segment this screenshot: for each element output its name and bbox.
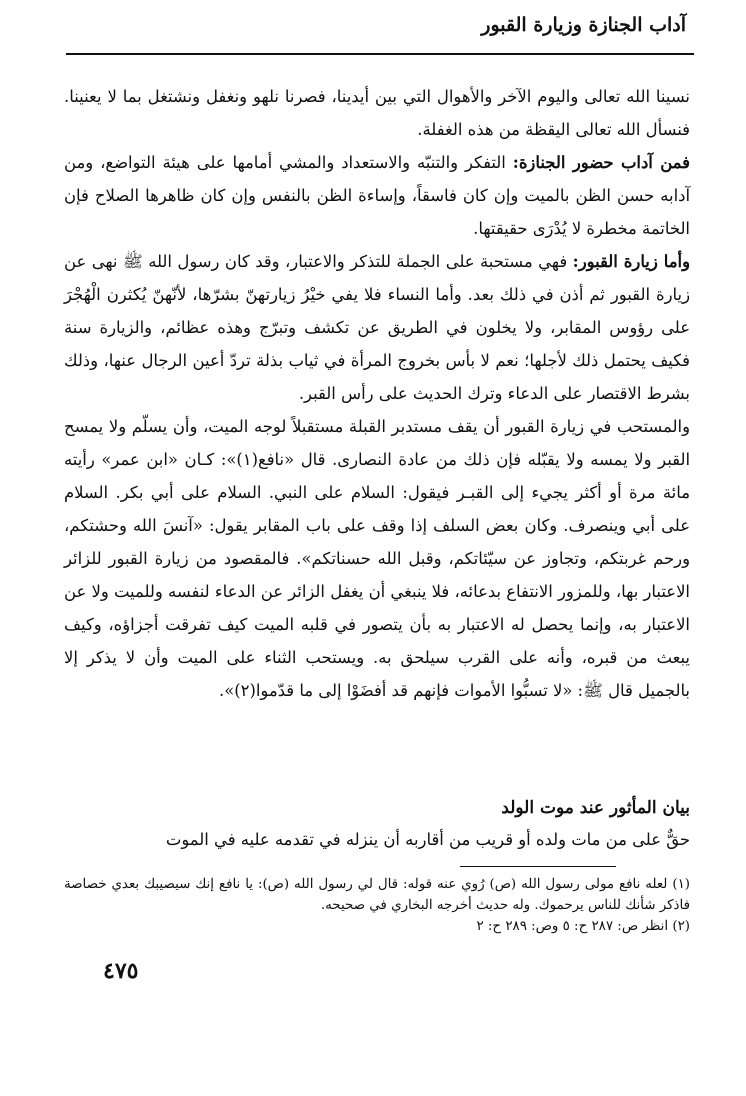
footnote-1: (١) لعله نافع مولى رسول الله (ص) رُوي عنه قوله: قال لي رسول الله (ص): يا نافع إنك سيصيبك بعدي خصاصة فاذكر شأنك للناس يرحموك. وله حديث أخرجه البخاري في صحيحه.	[64, 877, 690, 913]
page-number: ٤٧٥	[103, 958, 139, 984]
paragraph-4: والمستحب في زيارة القبور أن يقف مستدبر القبلة مستقبلاً لوجه الميت، وأن يسلّم ولا يمسح القبر ولا يمسه ولا يقبّله فإن ذلك من عادة النصارى. قال «نافع(١)»: كـان «ابن عمر» رأيته مائة مرة أو أكثر يجيء إلى القبـر فيقول: السلام على النبي. السلام على أبي بكر. السلام على أبي وينصرف. وكان بعض السلف إذا وقف على باب المقابر يقول: «آنسَ الله وحشتكم، ورحم غربتكم، وتجاوز عن سيّئاتكم، وقبل الله حسناتكم». فالمقصود من زيارة القبور للزائر الاعتبار بها، وللمزور الانتفاع بدعائه، فلا ينبغي أن يغفل الزائر عن الدعاء لنفسه وللميت ولا عن الاعتبار به، وإنما يحصل له الاعتبار به بأن يتصور في قلبه الميت كيف تفرقت أجزاؤه، وكيف يبعث من قبره، وأنه على القرب سيلحق به. ويستحب الثناء على الميت وأن لا يذكر إلا بالجميل قال ﷺ: «لا تسبُّوا الأموات فإنهم قد أفضَوْا إلى ما قدّموا(٢)».	[64, 417, 690, 700]
running-header: آداب الجنازة وزيارة القبور	[481, 14, 686, 36]
footnote-rule	[460, 866, 616, 867]
section-heading: بيان المأثور عند موت الولد	[501, 798, 690, 818]
paragraph-2	[64, 146, 690, 245]
paragraph-2-text: التفكر والتنبّه والاستعداد والمشي أمامها على هيئة التواضع، ومن آدابه حسن الظن بالميت وإن كان فاسقاً، وإساءة الظن بالنفس وإن كان ظاهرها الصلاح فإن الخاتمة مخطرة لا يُدْرَى حقيقتها.	[64, 153, 690, 238]
header-rule	[66, 53, 694, 55]
paragraph-2-lead: فمن آداب حضور الجنازة:	[512, 153, 690, 172]
footnotes	[64, 874, 690, 937]
paragraph-3	[64, 245, 690, 410]
section-child-death	[64, 792, 690, 856]
paragraph-3-text: فهي مستحبة على الجملة للتذكر والاعتبار، وقد كان رسول الله ﷺ نهى عن زيارة القبور ثم أذن في ذلك بعد. وأما النساء فلا يفي خيْرُ زيارتهنّ بشرّها، لأنّهنّ يُكثرن الْهُجْرَ على رؤوس المقابر، ولا يخلون في الطريق عن تكشف وتبرّج وهذه عظائم، والزيارة سنة فكيف يحتمل ذلك لأجلها؛ نعم لا بأس بخروج المرأة في ثياب بذلة تردّ أعين الرجال عنها، وذلك بشرط الاقتصار على الدعاء وترك الحديث على رأس القبر.	[64, 252, 690, 403]
paragraph-3-lead: وأما زيارة القبور:	[572, 252, 690, 271]
main-text	[64, 80, 690, 707]
footnote-2: (٢) انظر ص: ٢٨٧ ح: ٥ وص: ٢٨٩ ح: ٢	[476, 919, 690, 934]
section-text: حقٌّ على من مات ولده أو قريب من أقاربه أن ينزله في تقدمه عليه في الموت	[165, 830, 690, 849]
paragraph-1: نسينا الله تعالى واليوم الآخر والأهوال التي بين أيدينا، فصرنا نلهو ونغفل ونشتغل بما لا يعنينا. فنسأل الله تعالى اليقظة من هذه الغفلة.	[64, 87, 690, 139]
